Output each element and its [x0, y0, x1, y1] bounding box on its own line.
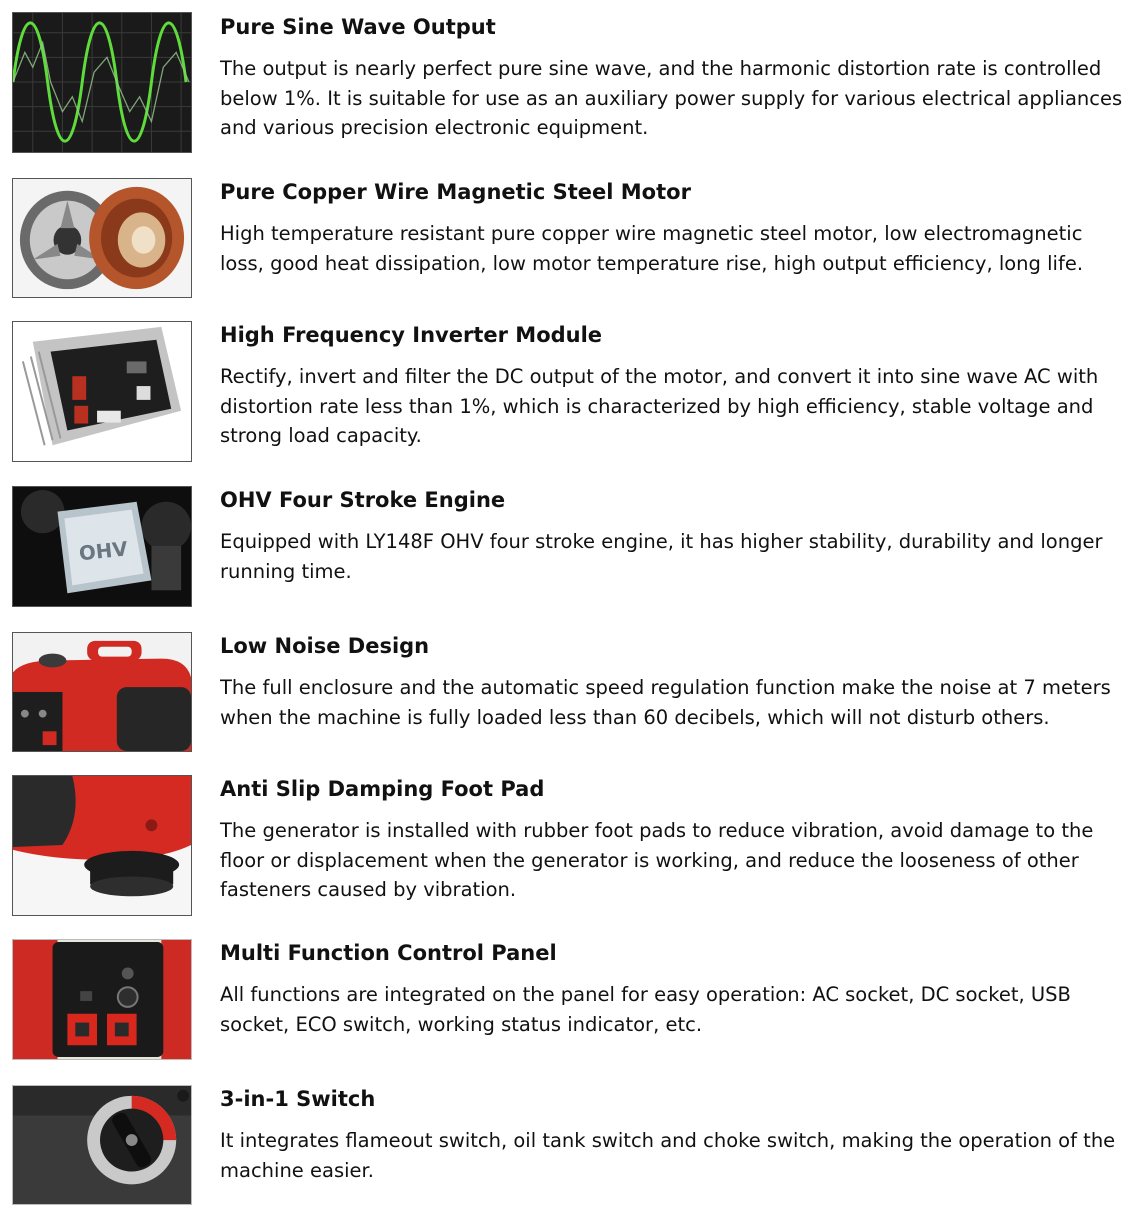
feature-description: Equipped with LY148F OHV four stroke engine, it has higher stability, durability and longer running time.	[220, 530, 1103, 583]
feature-title: OHV Four Stroke Engine	[220, 488, 506, 512]
foot-pad-image	[12, 775, 192, 916]
feature-description: It integrates flameout switch, oil tank switch and choke switch, making the operation of the machine easier.	[220, 1129, 1116, 1182]
feature-description: The output is nearly perfect pure sine wave, and the harmonic distortion rate is controlled below 1%. It is suitable for use as an auxiliary power supply for various electrical appliances and various precision electronic equipment.	[220, 57, 1123, 139]
motor-image	[12, 178, 192, 298]
feature-description: The full enclosure and the automatic speed regulation function make the noise at 7 meters when the machine is fully loaded less than 60 decibels, which will not disturb others.	[220, 676, 1111, 729]
control-panel-image	[12, 939, 192, 1060]
feature-description: High temperature resistant pure copper wire magnetic steel motor, low electromagnetic loss, good heat dissipation, low motor temperature rise, high output efficiency, long life.	[220, 222, 1084, 275]
feature-item	[0, 321, 1145, 463]
feature-description: The generator is installed with rubber foot pads to reduce vibration, avoid damage to the floor or displacement when the generator is working, and reduce the looseness of other fasteners caused by vibration.	[220, 819, 1094, 901]
feature-item	[0, 632, 1145, 752]
red-generator-icon	[13, 633, 191, 751]
rotary-switch-icon	[13, 1086, 191, 1204]
feature-text	[220, 939, 1125, 1039]
low-noise-generator-image	[12, 632, 192, 752]
motor-stator-rotor-icon	[13, 179, 191, 297]
switch-image	[12, 1085, 192, 1205]
feature-item	[0, 939, 1145, 1061]
feature-text	[220, 178, 1125, 278]
inverter-module-icon	[13, 322, 191, 461]
feature-text	[220, 321, 1125, 451]
inverter-module-image	[12, 321, 192, 462]
rubber-foot-pad-icon	[13, 776, 191, 915]
feature-title: Pure Sine Wave Output	[220, 15, 496, 39]
feature-text	[220, 486, 1125, 586]
feature-text	[220, 775, 1125, 905]
feature-item	[0, 12, 1145, 154]
feature-title: High Frequency Inverter Module	[220, 323, 603, 347]
feature-item	[0, 775, 1145, 917]
feature-description: All functions are integrated on the panel for easy operation: AC socket, DC socket, USB socket, ECO switch, working status indicator, etc.	[220, 983, 1071, 1036]
ohv-engine-icon	[13, 487, 191, 606]
feature-item	[0, 178, 1145, 300]
feature-title: Multi Function Control Panel	[220, 941, 557, 965]
sine-wave-oscilloscope-image	[12, 12, 192, 153]
ohv-engine-image	[12, 486, 192, 607]
feature-description: Rectify, invert and filter the DC output of the motor, and convert it into sine wave AC with distortion rate less than 1%, which is characterized by high efficiency, stable voltage and strong load capacity.	[220, 365, 1099, 447]
feature-title: 3-in-1 Switch	[220, 1087, 376, 1111]
feature-item	[0, 486, 1145, 608]
feature-title: Anti Slip Damping Foot Pad	[220, 777, 545, 801]
control-panel-icon	[13, 940, 191, 1059]
feature-title: Pure Copper Wire Magnetic Steel Motor	[220, 180, 691, 204]
sine-wave-icon	[13, 13, 191, 152]
feature-text	[220, 13, 1125, 143]
feature-text	[220, 1085, 1125, 1185]
ohv-label: OHV	[77, 537, 129, 566]
feature-item	[0, 1085, 1145, 1207]
feature-text	[220, 632, 1125, 752]
feature-title: Low Noise Design	[220, 634, 430, 658]
